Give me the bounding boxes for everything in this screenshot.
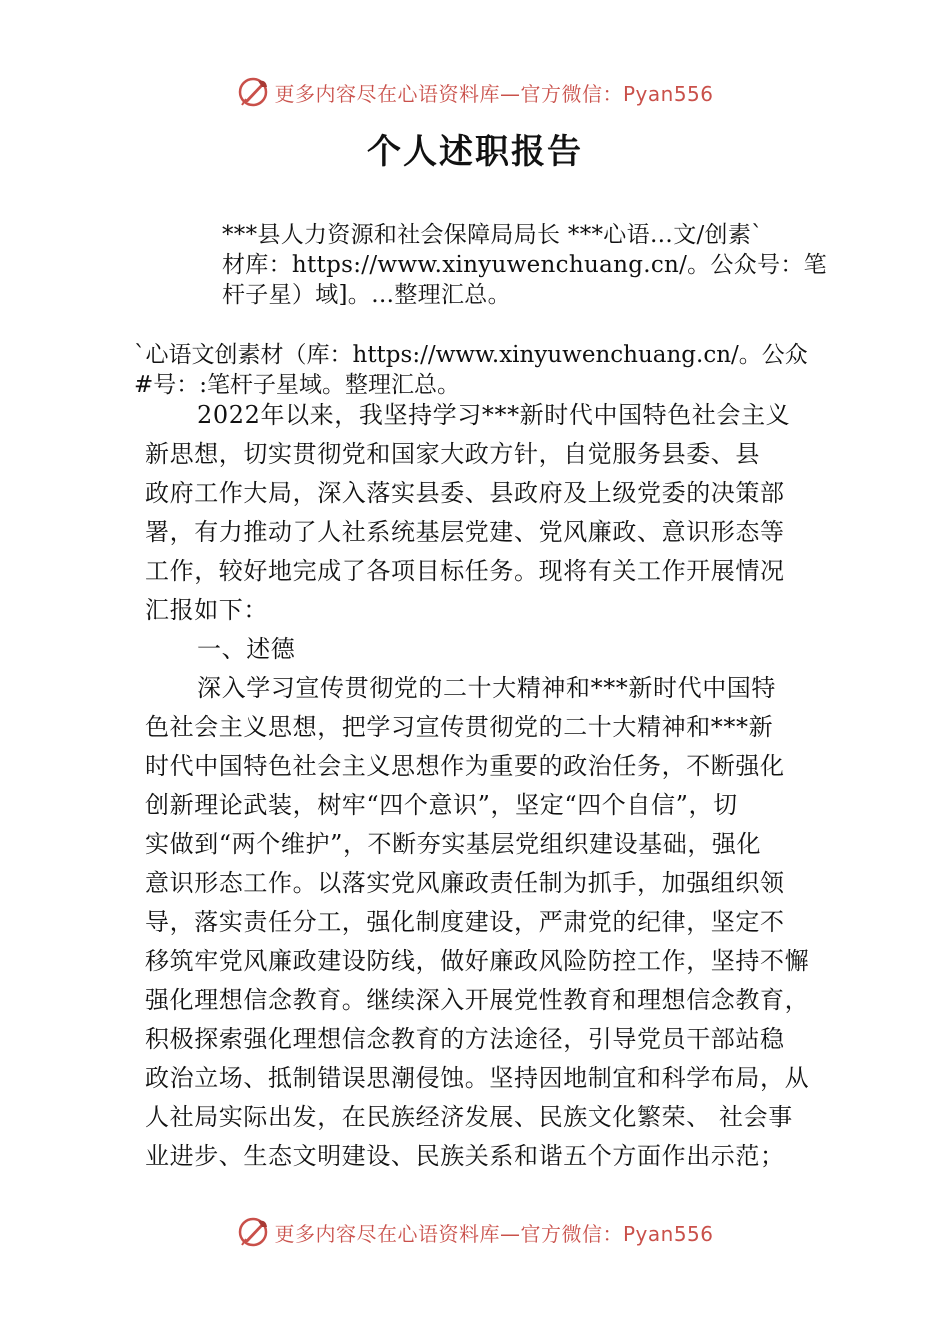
- wechat-id: Pyan556: [622, 1221, 714, 1246]
- paragraph-2-line: 意识形态工作。以落实党风廉政责任制为抓手，加强组织领: [145, 869, 785, 897]
- paragraph-1-line: 2022年以来，我坚持学习***新时代中国特色社会主义: [197, 401, 791, 429]
- paragraph-2-line: 创新理论武装，树牢“四个意识”，坚定“四个自信”，切: [145, 791, 738, 819]
- paragraph-1-line: 政府工作大局，深入落实县委、县政府及上级党委的决策部: [145, 479, 785, 507]
- paragraph-2-line: 政治立场、抵制错误思潮侵蚀。坚持因地制宜和科学布局，从: [145, 1064, 810, 1092]
- paragraph-2-line: 时代中国特色社会主义思想作为重要的政治任务，不断强化: [145, 752, 785, 780]
- paragraph-1-line: 署，有力推动了人社系统基层党建、党风廉政、意识形态等: [145, 518, 785, 546]
- paragraph-2-line: 人社局实际出发，在民族经济发展、民族文化繁荣、 社会事: [145, 1103, 793, 1131]
- source-line: #号：:笔杆子星域。整理汇总。: [134, 372, 461, 398]
- author-line: 材库：https://www.xinyuwenchuang.cn/。公众号：笔: [222, 252, 827, 278]
- quill-pen-circle-icon: [236, 1215, 270, 1249]
- paragraph-1-line: 汇报如下：: [145, 596, 268, 624]
- paragraph-2-line: 积极探索强化理想信念教育的方法途径，引导党员干部站稳: [145, 1025, 785, 1053]
- section-heading: 一、述德: [197, 635, 296, 663]
- paragraph-2-line: 色社会主义思想，把学习宣传贯彻党的二十大精神和***新: [145, 713, 774, 741]
- paragraph-2-line: 导，落实责任分工，强化制度建设，严肃党的纪律，坚定不: [145, 908, 785, 936]
- watermark-text: 更多内容尽在心语资料库—官方微信：Pyan556: [274, 1221, 714, 1246]
- paragraph-2-line: 实做到“两个维护”，不断夯实基层党组织建设基础，强化: [145, 830, 762, 858]
- author-line: 杆子星）域]。…整理汇总。: [222, 282, 511, 308]
- paragraph-2-line: 业进步、生态文明建设、民族关系和谐五个方面作出示范；: [145, 1142, 785, 1170]
- paragraph-1-line: 新思想，切实贯彻党和国家大政方针，自觉服务县委、县: [145, 440, 760, 468]
- source-line: `心语文创素材（库：https://www.xinyuwenchuang.cn/。公众: [134, 342, 808, 368]
- quill-pen-circle-icon: [236, 75, 270, 109]
- document-body: [145, 396, 825, 1176]
- page-title: 个人述职报告: [367, 132, 583, 172]
- paragraph-2-line: 移筑牢党风廉政建设防线，做好廉政风险防控工作，坚持不懈: [145, 947, 810, 975]
- source-block: [134, 340, 854, 400]
- author-block: [222, 220, 842, 310]
- paragraph-1-line: 工作，较好地完成了各项目标任务。现将有关工作开展情况: [145, 557, 785, 585]
- paragraph-2-line: 强化理想信念教育。继续深入开展党性教育和理想信念教育，: [145, 986, 810, 1014]
- wechat-id: Pyan556: [622, 81, 714, 106]
- watermark-text: 更多内容尽在心语资料库—官方微信：Pyan556: [274, 81, 714, 106]
- watermark-banner-bottom: [0, 1212, 950, 1252]
- paragraph-2-line: 深入学习宣传贯彻党的二十大精神和***新时代中国特: [197, 674, 776, 702]
- author-line: ***县人力资源和社会保障局局长 ***心语…文/创素`: [222, 222, 763, 248]
- watermark-banner-top: [0, 72, 950, 112]
